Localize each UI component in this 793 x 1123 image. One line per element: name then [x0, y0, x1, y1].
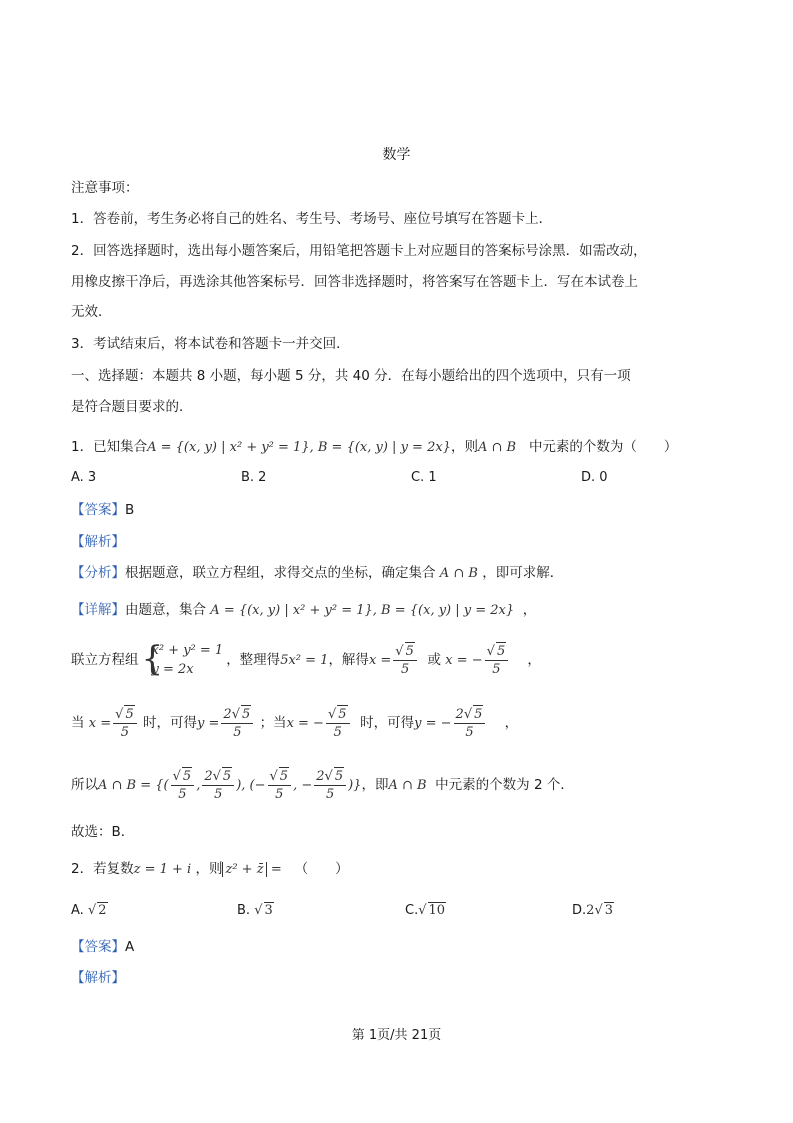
q2-option-a: A. √ 2: [71, 903, 107, 918]
fenxi-tag: 【分析】: [71, 565, 125, 581]
q2-abs-expr: z² + z̄: [222, 862, 266, 877]
q2-answer: [71, 937, 134, 957]
fenxi-text: 根据题意，联立方程组，求得交点的坐标，确定集合: [125, 565, 436, 581]
q1-choose: 故选：B．: [71, 824, 135, 840]
so-set-lhs: A ∩ B = {(: [98, 778, 169, 793]
question-1: [71, 437, 677, 458]
q2-analysis-tag: 【解析】: [71, 970, 125, 986]
question-2: [71, 859, 349, 880]
notice-item-3: 3．考试结束后，将本试卷和答题卡一并交回．: [71, 336, 350, 352]
q2-z-def: z = 1 + i: [133, 862, 192, 877]
so-frac-3: $\frac{√ 5}{5}$: [268, 767, 292, 803]
notice-item-2-line-3: 无效．: [71, 304, 112, 320]
tail-comma-2: ，: [504, 715, 519, 731]
q2-answer-tag: 【答案】: [71, 939, 125, 955]
section-instruction-line-2: 是符合题目要求的．: [71, 399, 193, 415]
notice-item-2-line-1: 2．回答选择题时，选出每小题答案后，用铅笔把答题卡上对应题目的答案标号涂黑．如需改动，: [71, 243, 647, 259]
or-word: 或: [427, 652, 441, 668]
q2-option-c: C.√ 10: [405, 903, 446, 918]
semicolon-when: ；当: [259, 715, 287, 731]
q1-mid: ，则: [450, 439, 478, 455]
notice-heading: 注意事项：: [71, 180, 139, 196]
q2-answer-value: A: [125, 939, 135, 955]
neg-x-eq: x = −: [445, 653, 483, 668]
so-word: 所以: [71, 777, 98, 793]
system-row-2: y = 2x: [151, 662, 194, 677]
q1-option-b: B. 2: [241, 470, 267, 485]
q2-eq: =: [270, 862, 282, 877]
fenxi-tail: ，即可求解．: [482, 565, 564, 581]
q2-option-b: B. √ 3: [237, 903, 273, 918]
y-eq: y =: [197, 716, 220, 731]
when-neg-x-frac: $\frac{√ 5}{5}$: [326, 705, 350, 741]
so-tail: ，即: [361, 777, 389, 793]
fenxi-expr: A ∩ B: [439, 566, 478, 581]
q1-intersection: A ∩ B: [477, 440, 517, 455]
tail-comma: ，: [527, 652, 541, 668]
q1-suffix: 中元素的个数为（ ）: [528, 439, 678, 455]
solve-eq: 5x² = 1: [280, 653, 329, 668]
q2-suffix: （ ）: [294, 861, 349, 877]
q1-answer: [71, 500, 134, 520]
so-set-mid: ), (−: [236, 778, 266, 793]
xiangjie-tail: ，: [522, 602, 537, 618]
neg-y-eq: y = −: [414, 716, 452, 731]
so-frac-1: $\frac{√ 5}{5}$: [171, 767, 195, 803]
then-word-2: 时，可得: [360, 715, 415, 731]
xiangjie-sets: A = {(x, y) | x² + y² = 1}, B = {(x, y) | y = 2x}: [210, 603, 515, 618]
q1-prefix: 1．已知集合: [71, 439, 148, 455]
page-title: 数学: [382, 147, 411, 163]
x-eq: x =: [368, 653, 392, 668]
neg-y-frac: $\frac{2√ 5}{5}$: [454, 705, 486, 741]
answer-value: B: [125, 502, 135, 518]
notice-item-2-line-2: 用橡皮擦干净后，再选涂其他答案标号．回答非选择题时，将答案写在答题卡上．写在本试卷上: [71, 274, 638, 290]
solve-mid-2: ，解得: [328, 652, 369, 668]
solve-prefix: 联立方程组: [71, 652, 139, 668]
so-frac-4: $\frac{2√ 5}{5}$: [314, 767, 346, 803]
notice-item-1: 1．答卷前，考生务必将自己的姓名、考生号、考场号、座位号填写在答题卡上．: [71, 211, 553, 227]
so-expr: A ∩ B: [388, 778, 427, 793]
q1-so-line: [71, 765, 574, 806]
q1-option-a: A. 3: [71, 470, 97, 485]
q1-option-d: D. 0: [581, 470, 608, 485]
q1-analysis-tag: 【解析】: [71, 534, 125, 550]
q2-mid: ，则: [195, 861, 223, 877]
so-comma-1: ,: [196, 778, 201, 793]
equation-system: [142, 641, 224, 679]
brace-icon: {: [141, 639, 164, 679]
so-count: 中元素的个数为 2 个．: [435, 777, 574, 793]
solve-mid-1: ，整理得: [226, 652, 281, 668]
q2-prefix: 2．若复数: [71, 861, 134, 877]
so-set-close: )}: [348, 778, 362, 793]
answer-tag: 【答案】: [71, 502, 125, 518]
y-frac: $\frac{2√ 5}{5}$: [221, 705, 253, 741]
xiangjie-tag: 【详解】: [71, 602, 125, 618]
q1-xiangjie: [71, 600, 536, 621]
so-set-comma: , −: [293, 778, 313, 793]
q1-set-a: A = {(x, y) | x² + y² = 1}: [147, 440, 310, 455]
q1-set-b: , B = {(x, y) | y = 2x}: [309, 440, 451, 455]
q1-solve-line: [71, 640, 541, 681]
frac-neg-sqrt5-over-5: $\frac{√ 5}{5}$: [485, 642, 509, 678]
when-x-frac: $\frac{√ 5}{5}$: [113, 705, 137, 741]
xiangjie-text: 由题意，集合: [125, 602, 206, 618]
q2-option-d: D.2√ 3: [572, 903, 614, 918]
q1-fenxi: [71, 563, 563, 584]
frac-sqrt5-over-5: $\frac{√ 5}{5}$: [393, 642, 417, 678]
q1-option-c: C. 1: [411, 470, 437, 485]
so-frac-2: $\frac{2√ 5}{5}$: [202, 767, 234, 803]
when-x-eq: x =: [88, 716, 112, 731]
q1-when-line: [71, 703, 518, 744]
when-neg-x-eq: x = −: [286, 716, 324, 731]
when-word: 当: [71, 715, 85, 731]
system-row-1: x² + y² = 1: [151, 643, 224, 658]
section-instruction-line-1: 一、选择题：本题共 8 小题，每小题 5 分，共 40 分．在每小题给出的四个选项中，只有一项: [71, 368, 631, 384]
page-footer: 第 1页/共 21页: [351, 1028, 442, 1043]
then-word: 时，可得: [143, 715, 198, 731]
